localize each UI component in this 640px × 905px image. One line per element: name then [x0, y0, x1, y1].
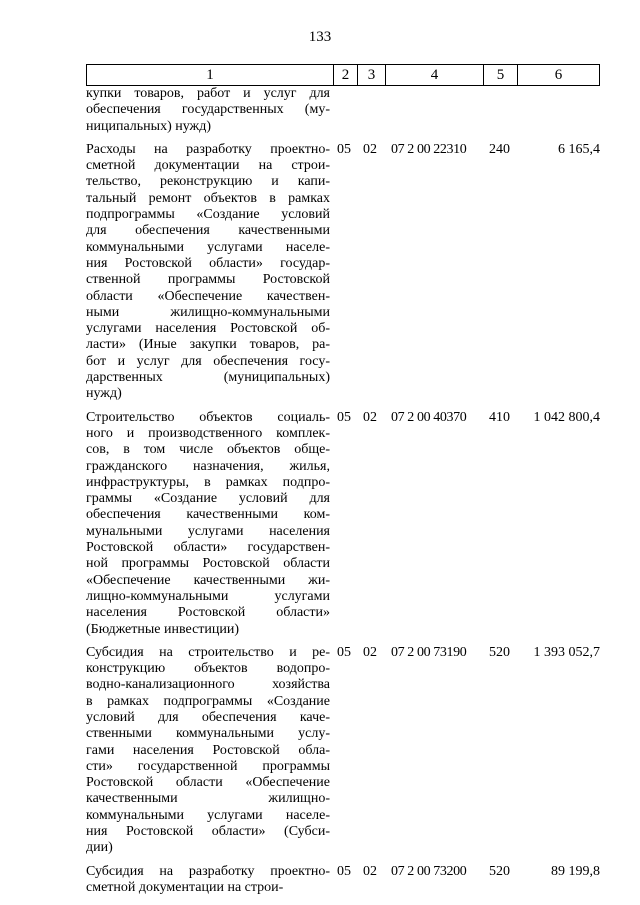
description-line: ния Ростовской области» (Субси- — [86, 824, 330, 840]
description-line: населения Ростовской области» — [86, 605, 330, 621]
header-col-5: 5 — [484, 65, 518, 85]
header-col-6: 6 — [554, 67, 563, 83]
description-line: Субсидия на разработку проектно- — [86, 863, 330, 879]
cell-c4: 07 2 00 22310 — [391, 141, 467, 157]
description-line: ственной программы Ростовской — [86, 272, 330, 288]
cell-c6: 1 393 052,7 — [533, 644, 600, 660]
description-line: ниципальных) нужд) — [86, 118, 211, 134]
row-description — [86, 86, 330, 135]
cell-c2: 05 — [337, 644, 351, 660]
description-line: ного и производственного комплек- — [86, 425, 330, 441]
table-body — [86, 86, 600, 896]
description-line: граммы «Создание условий для — [86, 491, 330, 507]
description-line: условий для обеспечения каче- — [86, 709, 330, 725]
table-header — [86, 64, 600, 86]
cell-c3: 02 — [363, 863, 377, 879]
description-line: тальный ремонт объектов в рамках — [86, 190, 330, 206]
description-line: дии) — [86, 840, 113, 856]
description-line: обеспечения государственных (му- — [86, 102, 330, 118]
description-line: тельство, реконструкцию и капи- — [86, 174, 330, 190]
cell-c5: 410 — [489, 409, 510, 425]
cell-c3: 02 — [363, 644, 377, 660]
cell-c5: 240 — [489, 141, 510, 157]
description-line: «Обеспечение качественными жи- — [86, 572, 330, 588]
description-line: дарственных (муниципальных) — [86, 370, 330, 386]
description-line: сметной документации на строи- — [86, 158, 330, 174]
header-col-1: 1 — [87, 65, 334, 85]
description-line: ственными коммунальными услу- — [86, 726, 330, 742]
cell-c4: 07 2 00 73190 — [391, 644, 467, 660]
description-line: услугами населения Ростовской об- — [86, 321, 330, 337]
cell-c6: 1 042 800,4 — [533, 409, 600, 425]
description-line: мунальными услугами населения — [86, 523, 330, 539]
description-line: Расходы на разработку проектно- — [86, 141, 330, 157]
description-line: сов, в том числе объектов обще- — [86, 442, 330, 458]
description-line: ласти» (Иные закупки товаров, ра- — [86, 337, 330, 353]
description-line: бот и услуг для обеспечения госу- — [86, 353, 330, 369]
description-line: сметной документации на строи- — [86, 879, 284, 895]
description-line: конструкцию объектов водопро- — [86, 661, 330, 677]
row-description — [86, 142, 330, 403]
header-col-3: 3 — [358, 65, 386, 85]
table-row — [86, 864, 600, 897]
description-line: купки товаров, работ и услуг для — [86, 86, 330, 101]
description-line: Ростовской области» государствен- — [86, 540, 330, 556]
cell-c2: 05 — [337, 141, 351, 157]
description-line: подпрограммы «Создание условий — [86, 207, 330, 223]
page-number: 133 — [308, 29, 332, 45]
cell-c5: 520 — [489, 863, 510, 879]
cell-c3: 02 — [363, 141, 377, 157]
description-line: ными жилищно-коммунальными — [86, 304, 330, 320]
cell-c6: 6 165,4 — [558, 141, 600, 157]
table-row — [86, 142, 600, 403]
description-line: обеспечения качественными ком- — [86, 507, 330, 523]
description-line: (Бюджетные инвестиции) — [86, 621, 240, 637]
row-description — [86, 645, 330, 857]
cell-c4: 07 2 00 73200 — [391, 863, 467, 879]
description-line: нужд) — [86, 386, 122, 402]
table-row — [86, 410, 600, 638]
description-line: Ростовской области «Обеспечение — [86, 775, 330, 791]
description-line: качественными жилищно- — [86, 791, 330, 807]
description-line: в рамках подпрограммы «Создание — [86, 693, 330, 709]
table-row — [86, 645, 600, 857]
description-line: гражданского назначения, жилья, — [86, 458, 330, 474]
description-line: коммунальными услугами населе- — [86, 239, 330, 255]
table-row — [86, 86, 600, 135]
description-line: области «Обеспечение качествен- — [86, 288, 330, 304]
description-line: ной программы Ростовской области — [86, 556, 330, 572]
description-line: водно-канализационного хозяйства — [86, 677, 330, 693]
row-description — [86, 864, 330, 897]
description-line: Субсидия на строительство и ре- — [86, 644, 330, 660]
description-line: гами населения Ростовской обла- — [86, 742, 330, 758]
description-line: ния Ростовской области» государ- — [86, 255, 330, 271]
description-line: для обеспечения качественными — [86, 223, 330, 239]
header-col-4: 4 — [386, 65, 484, 85]
cell-c2: 05 — [337, 409, 351, 425]
cell-c5: 520 — [489, 644, 510, 660]
cell-c3: 02 — [363, 409, 377, 425]
header-col-2: 2 — [334, 65, 358, 85]
description-line: инфраструктуры, в рамках подпро- — [86, 474, 330, 490]
cell-c6: 89 199,8 — [551, 863, 600, 879]
cell-c2: 05 — [337, 863, 351, 879]
cell-c4: 07 2 00 40370 — [391, 409, 467, 425]
description-line: лищно-коммунальными услугами — [86, 588, 330, 604]
description-line: сти» государственной программы — [86, 758, 330, 774]
description-line: Строительство объектов социаль- — [86, 409, 330, 425]
row-description — [86, 410, 330, 638]
budget-table — [86, 64, 600, 896]
description-line: коммунальными услугами населе- — [86, 807, 330, 823]
